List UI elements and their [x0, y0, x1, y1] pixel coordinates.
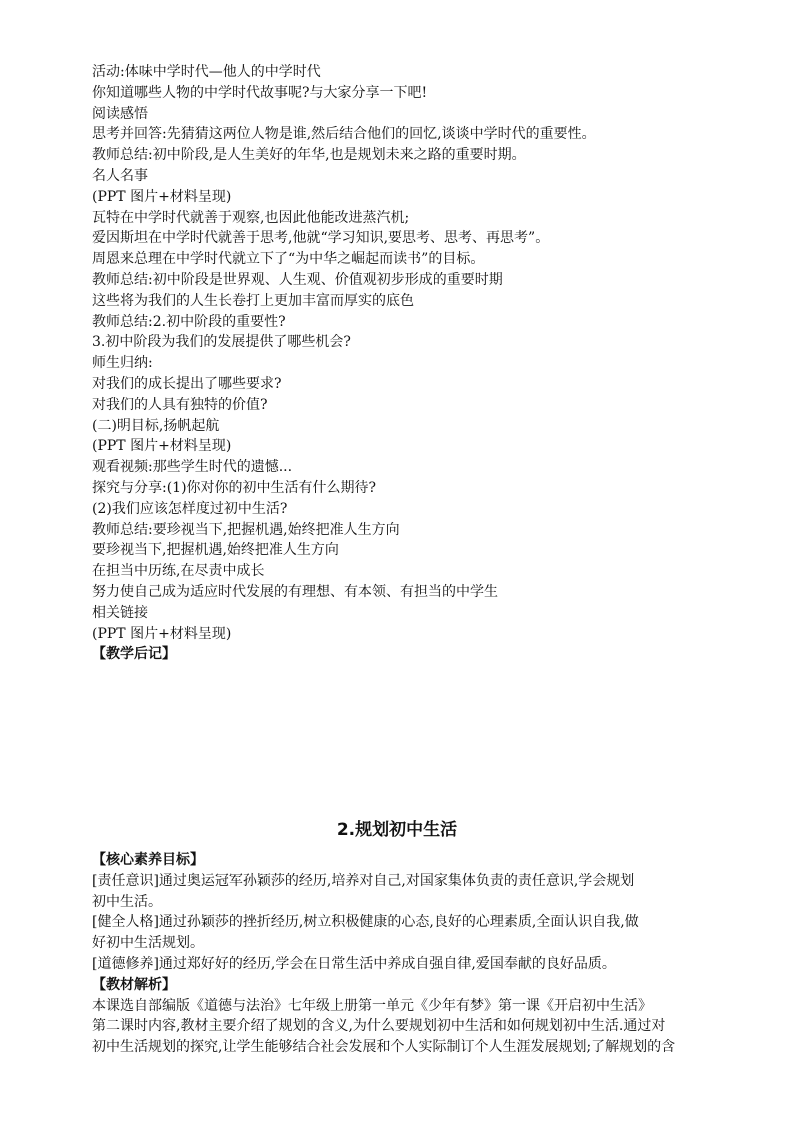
text-line: 名人名事 [92, 167, 148, 184]
text-line: [健全人格]通过孙颖莎的挫折经历,树立积极健康的心态,良好的心理素质,全面认识自我,做 [92, 914, 639, 931]
text-line: 观看视频:那些学生时代的遗憾... [92, 459, 293, 476]
text-line: 教师总结:要珍视当下,把握机遇,始终把准人生方向 [92, 521, 400, 538]
text-line: 要珍视当下,把握机遇,始终把准人生方向 [92, 542, 339, 559]
text-line: 你知道哪些人物的中学时代故事呢?与大家分享一下吧! [92, 84, 428, 101]
text-line: 教师总结:2.初中阶段的重要性? [92, 313, 286, 330]
text-line: 对我们的成长提出了哪些要求? [92, 375, 282, 392]
text-line: 瓦特在中学时代就善于观察,也因此他能改进蒸汽机; [92, 209, 410, 226]
core-competency-heading: 【核心素养目标】 [92, 852, 204, 868]
text-line: 好初中生活规划。 [92, 935, 204, 952]
text-line: (2)我们应该怎样度过初中生活? [92, 500, 288, 517]
text-line: 本课选自部编版《道德与法治》七年级上册第一单元《少年有梦》第一课《开启初中生活》 [92, 997, 652, 1014]
text-line: 周恩来总理在中学时代就立下了“为中华之崛起而读书”的目标。 [92, 251, 485, 268]
text-line: 思考并回答:先猜猜这两位人物是谁,然后结合他们的回忆,谈谈中学时代的重要性。 [92, 126, 596, 143]
lesson-activity-text [92, 62, 752, 665]
text-line: 初中生活。 [92, 893, 162, 910]
text-line: [道德修养]通过郑好好的经历,学会在日常生活中养成自强自律,爱国奉献的良好品质。 [92, 955, 616, 972]
text-line: 这些将为我们的人生长卷打上更加丰富而厚实的底色 [92, 292, 414, 309]
text-line: 教师总结:初中阶段是世界观、人生观、价值观初步形成的重要时期 [92, 271, 503, 288]
text-line: 探究与分享:(1)你对你的初中生活有什么期待? [92, 479, 377, 496]
text-line: 初中生活规划的探究,让学生能够结合社会发展和个人实际制订个人生涯发展规划;了解规划的含 [92, 1039, 676, 1056]
text-line: 相关链接 [92, 604, 148, 621]
text-line: (PPT 图片+材料呈现) [92, 438, 232, 455]
text-line: 教师总结:初中阶段,是人生美好的年华,也是规划未来之路的重要时期。 [92, 147, 526, 164]
lesson-plan-text [92, 850, 764, 1058]
text-line: (PPT 图片+材料呈现) [92, 188, 232, 205]
text-line: [责任意识]通过奥运冠军孙颖莎的经历,培养对自己,对国家集体负责的责任意识,学会规划 [92, 872, 635, 889]
text-line: 努力使自己成为适应时代发展的有理想、有本领、有担当的中学生 [92, 583, 498, 600]
text-line: 阅读感悟 [92, 105, 148, 122]
text-line: 对我们的人具有独特的价值? [92, 396, 268, 413]
text-line: 第二课时内容,教材主要介绍了规划的含义,为什么要规划初中生活和如何规划初中生活.通过对 [92, 1018, 666, 1035]
text-line: 师生归纳: [92, 355, 153, 372]
text-line: 活动:体味中学时代—他人的中学时代 [92, 64, 321, 80]
text-line: 在担当中历练,在尽责中成长 [92, 563, 265, 580]
textbook-analysis-heading: 【教材解析】 [92, 976, 176, 993]
text-line: (PPT 图片+材料呈现) [92, 625, 232, 642]
section-title: 2.规划初中生活 [336, 820, 458, 840]
text-line: 3.初中阶段为我们的发展提供了哪些机会? [92, 334, 351, 351]
teaching-notes-heading: 【教学后记】 [92, 646, 176, 663]
text-line: (二)明目标,扬帆起航 [92, 417, 220, 434]
text-line: 爱因斯坦在中学时代就善于思考,他就“学习知识,要思考、思考、再思考”。 [92, 230, 550, 247]
